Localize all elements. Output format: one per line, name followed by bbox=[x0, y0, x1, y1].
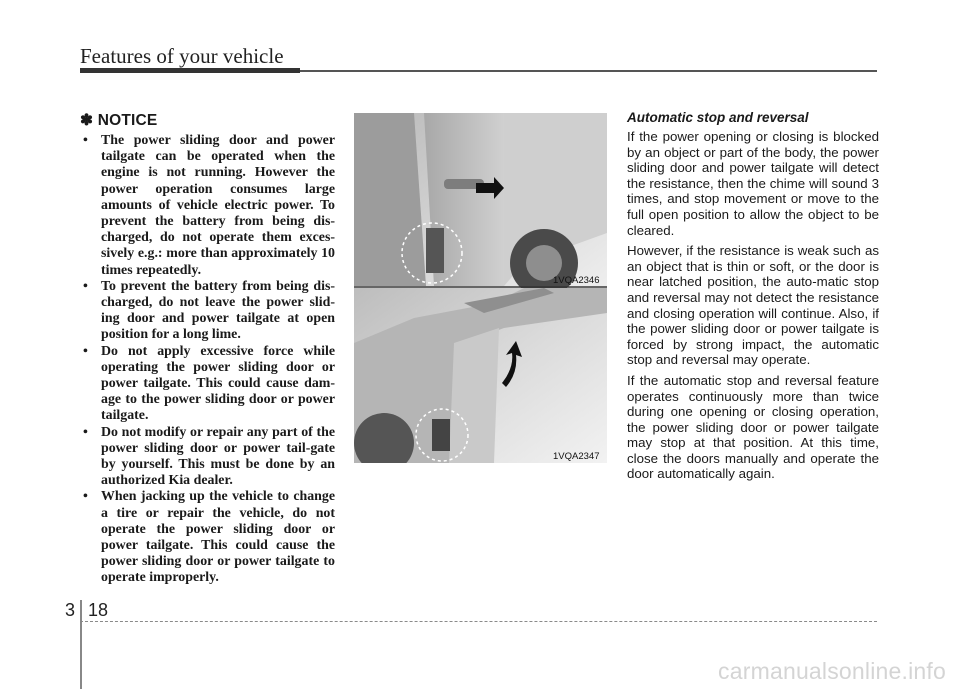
section-paragraph: However, if the resistance is weak such as an object that is thin or soft, or the door is near latched position, the auto-matic stop and reversal may not detect the resistance and closing operation will continue. Also, if the power sliding door or power tailgate is forced by strong impact, the automatic stop and reversal may operate. bbox=[627, 243, 879, 368]
notice-item-text: Do not modify or repair any part of the power sliding door or power tail-gate by yourself. This must be done by an authorized Kia dealer. bbox=[101, 424, 335, 489]
body-pillar bbox=[354, 113, 426, 286]
bullet-icon: • bbox=[83, 343, 88, 359]
section-column bbox=[627, 110, 879, 487]
tailgate-opening bbox=[449, 328, 499, 463]
figure-code-top: 1VQA2346 bbox=[553, 275, 600, 286]
chapter-number: 3 bbox=[65, 600, 76, 620]
bullet-icon: • bbox=[83, 424, 88, 440]
notice-item bbox=[80, 489, 335, 586]
section-heading: Automatic stop and reversal bbox=[627, 110, 809, 125]
bullet-icon: • bbox=[83, 278, 88, 294]
vehicle-illustration bbox=[354, 113, 607, 463]
page-header-title: Features of your vehicle bbox=[80, 44, 284, 68]
notice-item bbox=[80, 425, 335, 490]
bullet-icon: • bbox=[83, 133, 88, 148]
notice-item-text: Do not apply excessive force while operating the power sliding door or power tailgate. This could cause dam-age to the power sliding door or power tailgate. bbox=[101, 343, 335, 424]
tailgate-latch bbox=[432, 419, 450, 451]
vehicle-illustration-svg bbox=[354, 113, 607, 463]
notice-item bbox=[80, 133, 335, 279]
notice-item bbox=[80, 279, 335, 344]
notice-heading: ✽ NOTICE bbox=[80, 112, 158, 129]
sliding-door-illustration bbox=[354, 113, 607, 297]
notice-item-text: When jacking up the vehicle to change a tire or repair the vehicle, do not operate the power sliding door or power tailgate. This could cause the power sliding door or power tailgate to operate improperly. bbox=[101, 489, 335, 586]
header-rule-thin bbox=[300, 70, 877, 72]
notice-item-text: The power sliding door and power tailgate can be operated when the engine is not running. However the power operation consumes large amounts of vehicle electric power. To prevent the battery from being dis-charged, do not operate them exces-sively e.g.: more than approximately 10 times repeatedly. bbox=[101, 133, 335, 278]
notice-item-text: To prevent the battery from being dis-charged, do not leave the power slid-ing door and power tailgate at open position for a long lime. bbox=[101, 278, 335, 343]
notice-list bbox=[80, 133, 335, 587]
header-rule bbox=[80, 68, 877, 73]
footer-rule bbox=[80, 621, 877, 623]
bullet-icon: • bbox=[83, 489, 88, 505]
page-number: 18 bbox=[88, 600, 109, 620]
section-paragraph: If the automatic stop and reversal feature operates continuously more than twice during one opening or closing operation, the power sliding door or power tailgate may stop at that position. At this time, close the doors manually and operate the door automatically again. bbox=[627, 372, 879, 482]
footer-vertical-rule bbox=[80, 600, 82, 689]
tailgate-illustration bbox=[354, 288, 607, 463]
watermark: carmanualsonline.info bbox=[718, 658, 946, 684]
figure-code-bottom: 1VQA2347 bbox=[553, 451, 600, 462]
door-latch bbox=[426, 228, 444, 273]
notice-column bbox=[80, 111, 335, 587]
notice-item bbox=[80, 344, 335, 425]
section-paragraph: If the power opening or closing is blocked by an object or part of the body, the power sliding door and power tailgate will detect the resistance, then the chime will sound 3 times, and stop movement or move to the full open position to allow the object to be cleared. bbox=[627, 129, 879, 238]
header-rule-thick bbox=[80, 68, 300, 73]
